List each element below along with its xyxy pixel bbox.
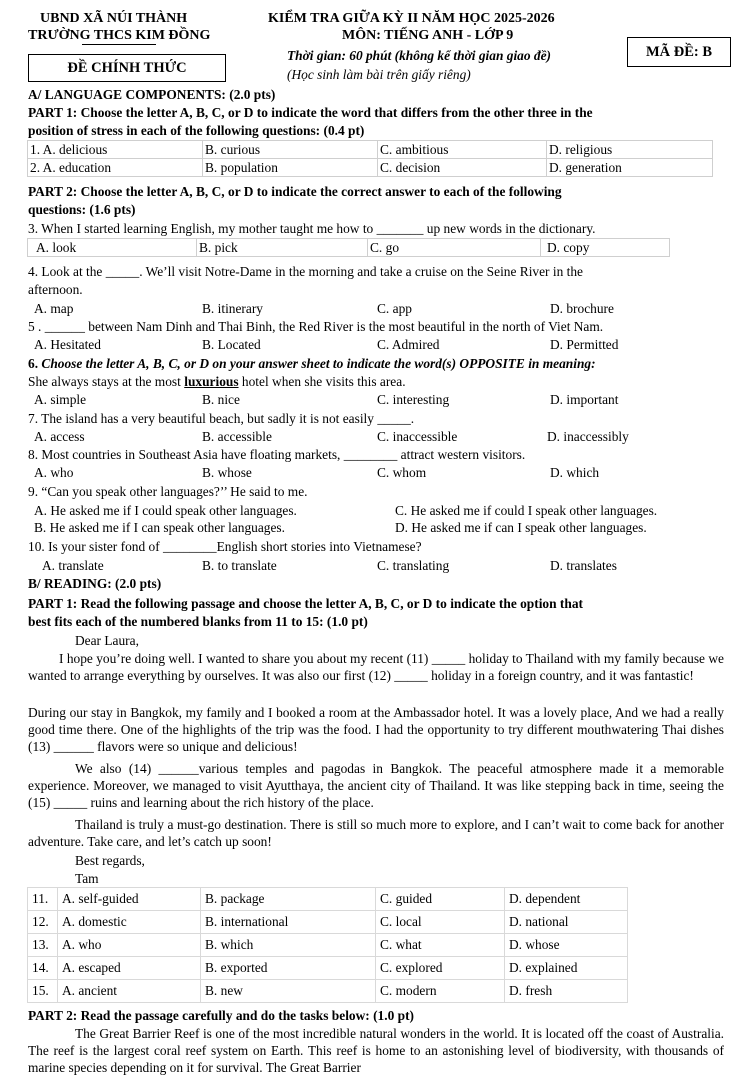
option-a: A. ancient [58,980,201,1003]
option-a: A. translate [42,558,104,573]
subject-line: MÔN: TIẾNG ANH - LỚP 9 [342,28,514,43]
option-a: A. who [58,934,201,957]
option-b: B. package [201,888,376,911]
reading-part2-title: PART 2: Read the passage carefully and do the tasks below: (1.0 pt) [28,1008,415,1023]
option-c: C. guided [376,888,505,911]
question-6 [28,373,724,390]
question-8: 8. Most countries in Southeast Asia have floating markets, ________ attract western visitors. [28,447,526,462]
letter-salutation: Dear Laura, [75,633,139,648]
option-c: C. interesting [377,392,450,407]
question-6-instruction [28,355,724,372]
option-a: A. He asked me if I could speak other languages. [34,503,297,518]
option-a: A. map [34,301,74,316]
option-c: C. inaccessible [377,429,458,444]
question-4-line2: afternoon. [28,282,83,297]
answer-options-table [27,887,628,1003]
stress-table [27,140,713,177]
question-6-pre: She always stays at the most [28,374,181,389]
table-cell: C. ambitious [378,141,547,159]
option-c: C. He asked me if could I speak other languages. [395,503,658,518]
option-c: C. Admired [377,337,440,352]
letter-paragraph-4: Thailand is truly a must-go destination. There is still so much more to explore, and I can’t wait to come back for another adventure. Take care, and let’s catch up soon! [28,817,724,849]
part1-title-line1: PART 1: Choose the letter A, B, C, or D to indicate the word that differs from the other three in the [28,105,593,120]
option-c: C. modern [376,980,505,1003]
option-d: D. brochure [550,301,614,316]
table-row [28,934,628,957]
option-b: B. whose [202,465,252,480]
instruction-note: (Học sinh làm bài trên giấy riêng) [287,67,471,82]
row-number: 12. [28,911,58,934]
letter-paragraph-2: During our stay in Bangkok, my family and I booked a room at the Ambassador hotel. It was a lovely place, And we had a really good time there. One of the highlights of the trip was the food. I had the opportunity to try different mouthwatering Thai dishes (13) ______ flavors were so unique and delicious! [28,705,724,754]
school-name: TRƯỜNG THCS KIM ĐỒNG [28,28,211,43]
option-c: C. app [377,301,412,316]
question-6-post: hotel when she visits this area. [241,374,406,389]
row-number: 11. [28,888,58,911]
q3-options [27,238,670,257]
table-cell: 1. A. delicious [28,141,203,159]
question-10: 10. Is your sister fond of ________English short stories into Vietnamese? [28,539,422,554]
table-cell: 2. A. education [28,159,203,177]
option-d: D. inaccessibly [547,429,629,444]
option-c: C. what [376,934,505,957]
table-cell: D. generation [547,159,713,177]
option-b: B. new [201,980,376,1003]
question-7: 7. The island has a very beautiful beach, but sadly it is not easily _____. [28,411,415,426]
question-5: 5 . ______ between Nam Dinh and Thai Binh, the Red River is the most beautiful in the north of Viet Nam. [28,319,604,334]
option-d: D. explained [505,957,628,980]
option-b: B. pick [197,239,368,257]
letter-paragraph-3: We also (14) ______various temples and pagodas in Bangkok. The peaceful atmosphere made it a memorable experience. Moreover, we managed to visit Ayutthaya, the ancient city of Thailand. It was like stepping back in time, seeing the (15) _____ ruins and learning about the rich history of the place. [28,761,724,810]
option-b: B. exported [201,957,376,980]
part2-title-line2: questions: (1.6 pts) [28,202,136,217]
row-number: 15. [28,980,58,1003]
time-line: Thời gian: 60 phút (không kể thời gian giao đề) [287,48,551,63]
table-row [28,980,628,1003]
question-6-number: 6. [28,356,39,371]
table-row [28,911,628,934]
table-row [28,239,670,257]
option-d: D. which [550,465,600,480]
option-d: D. copy [541,239,670,257]
question-6-keyword: luxurious [184,374,239,389]
option-d: D. He asked me if can I speak other languages. [395,520,647,535]
option-b: B. to translate [202,558,277,573]
section-b-title: B/ READING: (2.0 pts) [28,576,162,591]
part2-title-line1: PART 2: Choose the letter A, B, C, or D to indicate the correct answer to each of the following [28,184,562,199]
option-d: D. important [550,392,619,407]
table-row [28,141,713,159]
reading-part2-passage: The Great Barrier Reef is one of the most incredible natural wonders in the world. It is located off the coast of Australia. The reef is the largest coral reef system on Earth. This reef is home to an astonishing level of biodiversity, with thousands of marine species depending on it for survival. The Great Barrier [28,1026,724,1075]
option-b: B. which [201,934,376,957]
option-a: A. simple [34,392,87,407]
option-b: B. itinerary [202,301,263,316]
option-c: C. whom [377,465,427,480]
table-cell: D. religious [547,141,713,159]
option-d: D. national [505,911,628,934]
option-a: A. Hesitated [34,337,101,352]
option-b: B. He asked me if I can speak other languages. [34,520,285,535]
letter-closing: Best regards, [75,853,145,868]
table-row [28,888,628,911]
header-underline [82,44,156,45]
reading-part1-title-line2: best fits each of the numbered blanks from 11 to 15: (1.0 pt) [28,614,368,629]
option-a: A. access [34,429,85,444]
option-b: B. international [201,911,376,934]
table-cell: C. decision [378,159,547,177]
option-a: A. who [34,465,74,480]
question-6-instruction-text: Choose the letter A, B, C, or D on your answer sheet to indicate the word(s) OPPOSITE in meaning: [41,356,596,371]
row-number: 14. [28,957,58,980]
option-c: C. translating [377,558,450,573]
school-district: UBND XÃ NÚI THÀNH [40,11,188,26]
option-a: A. self-guided [58,888,201,911]
option-a: A. look [28,239,197,257]
question-4-line1: 4. Look at the _____. We’ll visit Notre-Dame in the morning and take a cruise on the Seine River in the [28,264,583,279]
option-a: A. escaped [58,957,201,980]
option-b: B. nice [202,392,240,407]
option-a: A. domestic [58,911,201,934]
official-label: ĐỀ CHÍNH THỨC [28,54,226,82]
table-cell: B. population [203,159,378,177]
table-row [28,159,713,177]
option-b: B. accessible [202,429,272,444]
row-number: 13. [28,934,58,957]
option-d: D. fresh [505,980,628,1003]
question-9: 9. “Can you speak other languages?’’ He said to me. [28,484,308,499]
table-cell: B. curious [203,141,378,159]
reading-part1-title-line1: PART 1: Read the following passage and choose the letter A, B, C, or D to indicate the option that [28,596,583,611]
option-d: D. Permitted [550,337,619,352]
exam-title: KIỂM TRA GIỮA KỲ II NĂM HỌC 2025-2026 [268,11,555,26]
question-3: 3. When I started learning English, my mother taught me how to _______ up new words in the dictionary. [28,221,596,236]
option-c: C. explored [376,957,505,980]
letter-signature: Tam [75,871,99,886]
table-row [28,957,628,980]
part1-title-line2: position of stress in each of the following questions: (0.4 pt) [28,123,365,138]
section-a-title: A/ LANGUAGE COMPONENTS: (2.0 pts) [28,87,276,102]
option-d: D. dependent [505,888,628,911]
option-b: B. Located [202,337,261,352]
option-d: D. translates [550,558,617,573]
exam-code: MÃ ĐỀ: B [627,37,731,67]
option-d: D. whose [505,934,628,957]
letter-paragraph-1: I hope you’re doing well. I wanted to share you about my recent (11) _____ holiday to Thailand with my family because we wanted to arrange everything by ourselves. It was also our first (12) _____ holiday in a foreign country, and it was fantastic! [28,651,724,683]
option-c: C. local [376,911,505,934]
option-c: C. go [368,239,541,257]
